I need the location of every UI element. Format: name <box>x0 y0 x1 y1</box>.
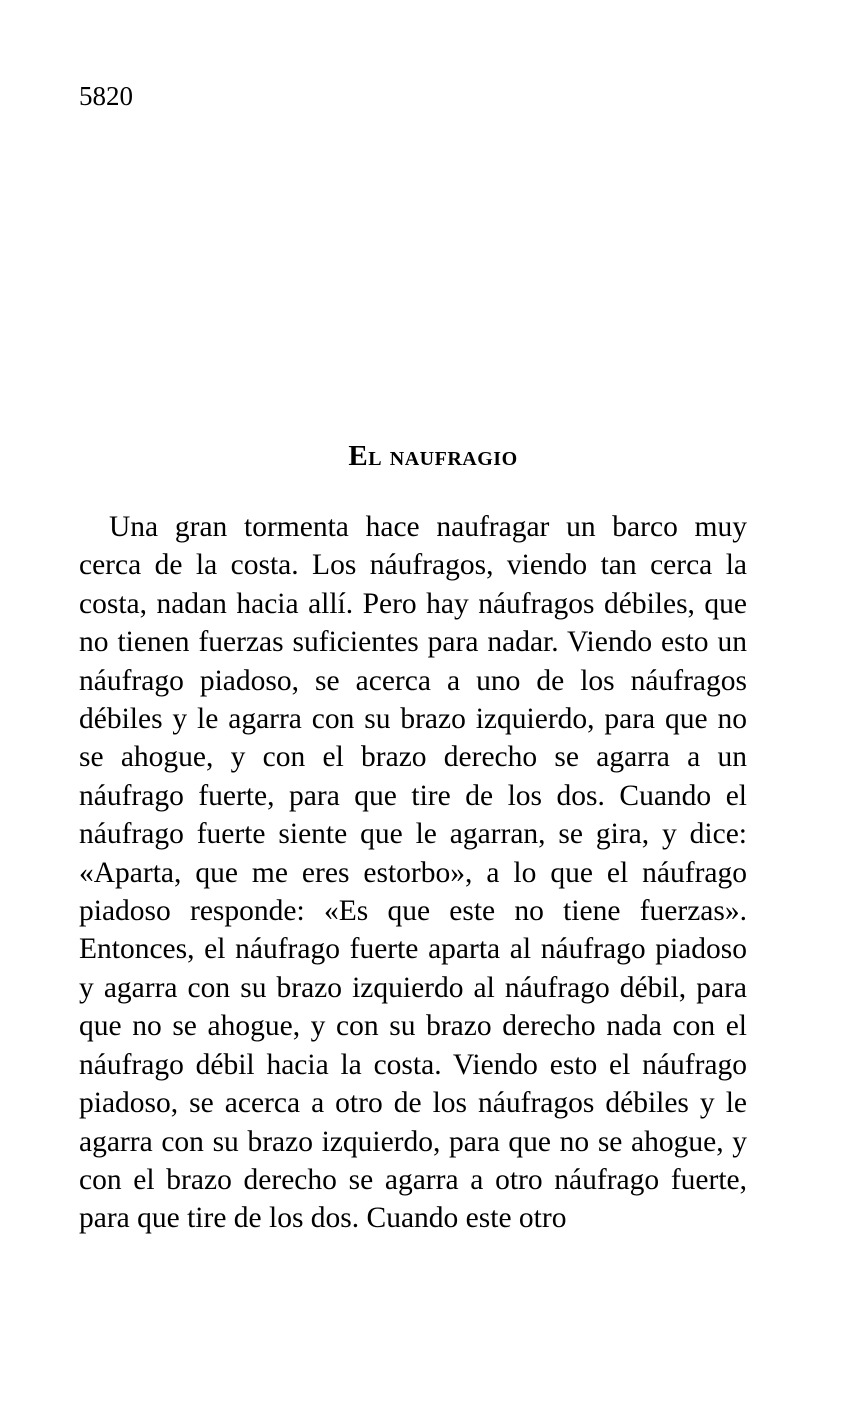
body-paragraph: Una gran tormenta hace naufragar un barco muy cerca de la costa. Los náufragos, viendo tan cerca la costa, nadan hacia allí. Pero hay náufragos débiles, que no tienen fuerzas suficientes para nadar. Viendo esto un náufrago piadoso, se acerca a uno de los náufragos débiles y le agarra con su brazo izquierdo, para que no se ahogue, y con el brazo derecho se agarra a un náufrago fuerte, para que tire de los dos. Cuando el náufrago fuerte siente que le agarran, se gira, y dice: «Aparta, que me eres estorbo», a lo que el náufrago piadoso responde: «Es que este no tiene fuerzas». Entonces, el náufrago fuerte aparta al náufrago piadoso y agarra con su brazo izquierdo al náufrago débil, para que no se ahogue, y con su brazo derecho nada con el náufrago débil hacia la costa. Viendo esto el náufrago piadoso, se acerca a otro de los náufragos débiles y le agarra con su brazo izquierdo, para que no se ahogue, y con el brazo derecho se agarra a otro náufrago fuerte, para que tire de los dos. Cuando este otro <box>79 511 747 1235</box>
chapter-title: El naufragio <box>348 440 518 472</box>
page-number: 5820 <box>79 81 133 111</box>
